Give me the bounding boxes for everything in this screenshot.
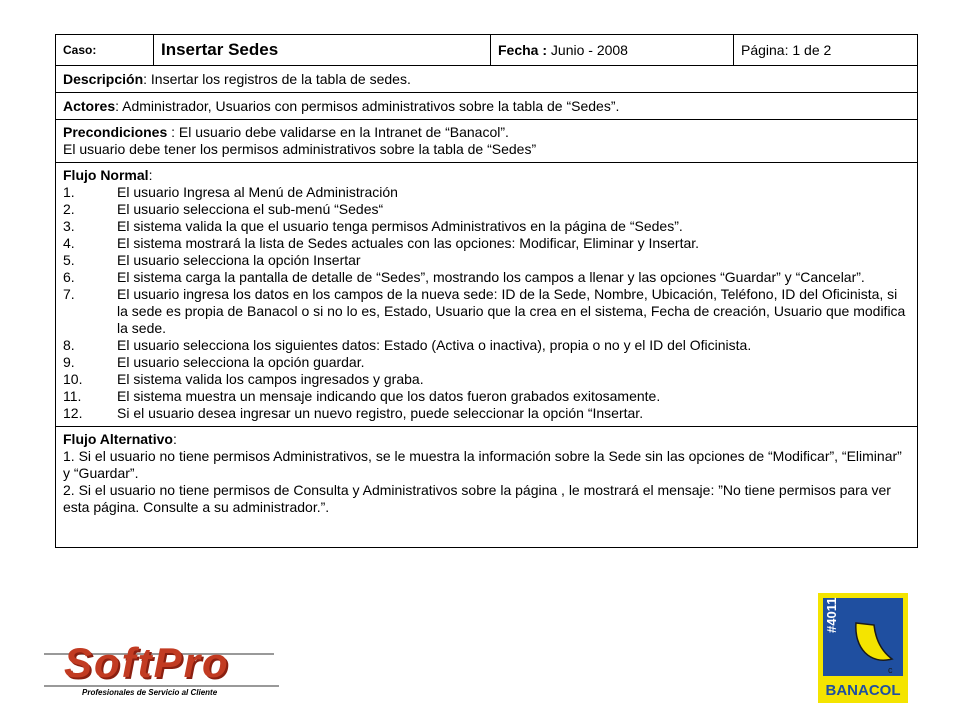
- step-text: El sistema mostrará la lista de Sedes actuales con las opciones: Modificar, Eliminar y Insertar.: [117, 235, 700, 251]
- flujo-normal-step: [63, 218, 910, 235]
- step-text: El sistema muestra un mensaje indicando que los datos fueron grabados exitosamente.: [117, 388, 661, 404]
- descripcion-label: Descripción: [63, 70, 144, 87]
- pagina-cell: [734, 35, 918, 66]
- banacol-code: #4011: [824, 597, 839, 633]
- actores-cell: [56, 93, 918, 120]
- step-number: 6.: [63, 269, 75, 285]
- step-text: El usuario selecciona los siguientes datos: Estado (Activa o inactiva), propia o no y el ID del Oficinista.: [117, 337, 752, 353]
- softpro-wordmark: SoftPro: [64, 639, 230, 686]
- flujo-normal-step: [63, 286, 910, 337]
- flujo-normal-label: Flujo Normal: [63, 167, 149, 183]
- descripcion-text: : Insertar los registros de la tabla de sedes.: [143, 70, 411, 87]
- flujo-normal-step: [63, 235, 910, 252]
- softpro-tagline: Profesionales de Servicio al Cliente: [82, 688, 218, 697]
- flujo-normal-steps: [63, 184, 910, 422]
- softpro-logo: [44, 639, 279, 697]
- flujo-normal-step: [63, 388, 910, 405]
- flujo-alternativo-row: [56, 427, 918, 548]
- step-number: 4.: [63, 235, 75, 251]
- case-title-cell: [154, 35, 491, 66]
- step-number: 5.: [63, 252, 75, 268]
- flujo-normal-step: [63, 354, 910, 371]
- flujo-alternativo-p2: 2. Si el usuario no tiene permisos de Consulta y Administrativos sobre la página , le mostrará el mensaje: ”No tiene permisos para ver esta página. Consulte a su administrador.”.: [63, 482, 891, 515]
- step-number: 10.: [63, 371, 83, 387]
- flujo-normal-colon: :: [148, 167, 153, 183]
- precondiciones-line-1: [63, 124, 910, 141]
- descripcion-cell: [56, 66, 918, 93]
- flujo-normal-heading: [63, 167, 910, 184]
- step-number: 8.: [63, 337, 75, 353]
- flujo-normal-step: [63, 184, 910, 201]
- fecha-cell: [491, 35, 734, 66]
- actores-text: : Administrador, Usuarios con permisos administrativos sobre la tabla de “Sedes”.: [115, 97, 620, 114]
- banacol-c-mark: c: [888, 665, 893, 675]
- flujo-normal-step: [63, 337, 910, 354]
- step-text: El sistema valida la que el usuario tenga permisos Administrativos en la página de “Sedes”.: [117, 218, 683, 234]
- step-text: El usuario selecciona la opción guardar.: [117, 354, 365, 370]
- step-number: 7.: [63, 286, 75, 302]
- flujo-normal-step: [63, 405, 910, 422]
- fecha-value: Junio - 2008: [547, 41, 628, 58]
- use-case-table: [55, 34, 918, 548]
- step-text: El usuario selecciona el sub-menú “Sedes“: [117, 201, 384, 217]
- step-number: 3.: [63, 218, 75, 234]
- step-text: El usuario ingresa los datos en los campos de la nueva sede: ID de la Sede, Nombre, Ubicación, Teléfono, ID del Oficinista, si la sede es propia de Banacol o si no lo es, Estado, Usuario que la crea en el sistema, Fecha de creación, Usuario que modifica la sede.: [117, 286, 906, 336]
- precondiciones-text-2: El usuario debe tener los permisos administrativos sobre la tabla de “Sedes”: [63, 141, 537, 157]
- precondiciones-row: [56, 120, 918, 163]
- case-label: Caso:: [63, 43, 97, 57]
- banacol-name: BANACOL: [825, 682, 901, 699]
- case-title: Insertar Sedes: [161, 40, 279, 59]
- flujo-alternativo-label: Flujo Alternativo: [63, 431, 173, 447]
- flujo-normal-step: [63, 371, 910, 388]
- case-label-cell: [56, 35, 154, 66]
- flujo-normal-row: [56, 163, 918, 427]
- precondiciones-cell: [56, 120, 918, 163]
- flujo-normal-step: [63, 252, 910, 269]
- step-text: El sistema carga la pantalla de detalle de “Sedes”, mostrando los campos a llenar y las opciones “Guardar” y “Cancelar”.: [117, 269, 865, 285]
- step-text: El usuario selecciona la opción Insertar: [117, 252, 361, 268]
- flujo-alternativo-colon: :: [172, 431, 177, 447]
- descripcion-row: [56, 66, 918, 93]
- step-number: 9.: [63, 354, 75, 370]
- banacol-logo: [818, 593, 908, 703]
- flujo-normal-step: [63, 201, 910, 218]
- step-number: 12.: [63, 405, 83, 421]
- actores-label: Actores: [63, 97, 116, 114]
- step-number: 2.: [63, 201, 75, 217]
- step-text: El sistema valida los campos ingresados y graba.: [117, 371, 424, 387]
- flujo-normal-step: [63, 269, 910, 286]
- pagina-text: Página: 1 de 2: [741, 41, 832, 58]
- flujo-alternativo-heading: [63, 431, 910, 448]
- step-number: 1.: [63, 184, 75, 200]
- header-row: [56, 35, 918, 66]
- step-text: Si el usuario desea ingresar un nuevo registro, puede seleccionar la opción “Insertar.: [117, 405, 644, 421]
- flujo-alternativo-cell: [56, 427, 918, 548]
- precondiciones-text-1: : El usuario debe validarse en la Intranet de “Banacol”.: [167, 124, 509, 140]
- actores-row: [56, 93, 918, 120]
- step-text: El usuario Ingresa al Menú de Administración: [117, 184, 398, 200]
- step-number: 11.: [63, 388, 82, 404]
- flujo-alternativo-p1: 1. Si el usuario no tiene permisos Administrativos, se le muestra la información sobre la Sede sin las opciones de “Modificar”, “Eliminar” y “Guardar”.: [63, 448, 902, 481]
- precondiciones-label: Precondiciones: [63, 124, 168, 140]
- flujo-normal-cell: [56, 163, 918, 427]
- fecha-label: Fecha :: [498, 41, 548, 58]
